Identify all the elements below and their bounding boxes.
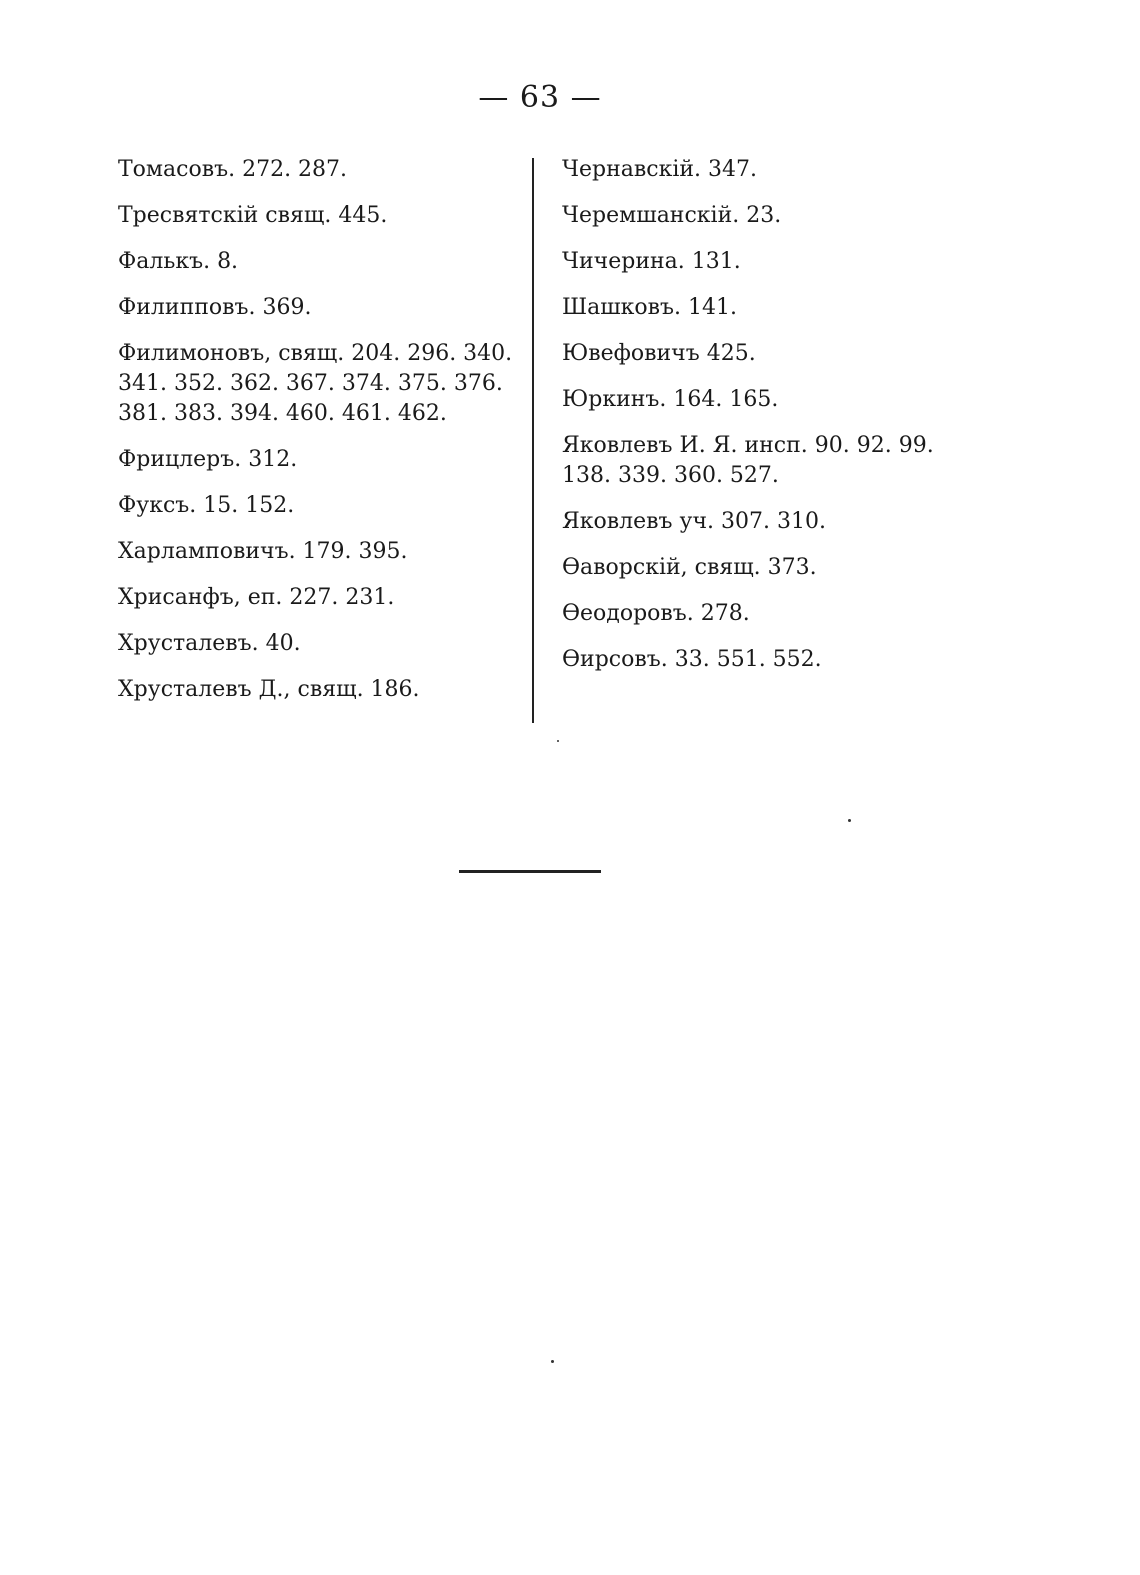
index-entry: Хрисанфъ, еп. 227. 231.	[118, 585, 395, 610]
index-entry: Ювефовичъ 425.	[562, 341, 756, 366]
index-entry: Чичерина. 131.	[562, 249, 741, 274]
index-entry: Юркинъ. 164. 165.	[562, 387, 779, 412]
index-entry: Шашковъ. 141.	[562, 295, 738, 320]
index-entry: Черемшанскій. 23.	[562, 203, 782, 228]
page-number: — 63 —	[478, 80, 602, 115]
index-entry: Фуксъ. 15. 152.	[118, 493, 295, 518]
index-entry: Ѳеодоровъ. 278.	[562, 601, 750, 626]
print-speck	[848, 819, 851, 822]
index-entry: Яковлевъ уч. 307. 310.	[562, 509, 826, 534]
index-entry: Филимоновъ, свящ. 204. 296. 340. 341. 352. 362. 367. 374. 375. 376. 381. 383. 394. 460. 461. 462.	[118, 341, 513, 426]
index-entry: Ѳирсовъ. 33. 551. 552.	[562, 647, 822, 672]
index-entry: Филипповъ. 369.	[118, 295, 312, 320]
index-entry: Хрусталевъ. 40.	[118, 631, 301, 656]
index-entry: Тресвятскій свящ. 445.	[118, 203, 388, 228]
index-entry: Яковлевъ И. Я. инсп. 90. 92. 99. 138. 339. 360. 527.	[562, 433, 934, 488]
index-entry: Хрусталевъ Д., свящ. 186.	[118, 677, 420, 702]
print-speck	[557, 740, 559, 742]
print-speck	[551, 1360, 554, 1363]
index-entry: Чернавскій. 347.	[562, 157, 758, 182]
index-entry: Фалькъ. 8.	[118, 249, 239, 274]
index-entry: Фрицлеръ. 312.	[118, 447, 298, 472]
index-column-left	[118, 155, 518, 721]
index-entry: Томасовъ. 272. 287.	[118, 157, 348, 182]
column-divider	[532, 158, 534, 723]
index-entry: Ѳаворскій, свящ. 373.	[562, 555, 817, 580]
index-column-right	[562, 155, 962, 691]
index-entry: Харламповичъ. 179. 395.	[118, 539, 408, 564]
end-rule	[459, 870, 601, 873]
